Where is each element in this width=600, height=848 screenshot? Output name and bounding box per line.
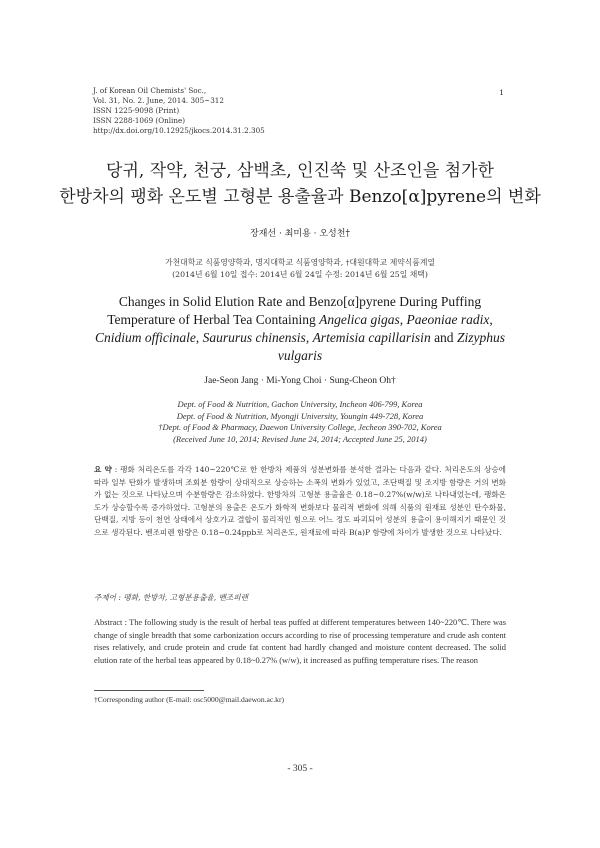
species-angelica: Angelica gigas xyxy=(319,312,400,327)
abstract-english-text: : The following study is the result of herbal teas puffed at different temperatures between 140~220℃. There was change of single breadth that some carbonization occurs according to rise of processing temperature and crude ash content rises relatively, and crude protein and crude fat content had hardly changed and moisture content decreased. The solid elution rate of the herbal teas appeared by 0.18~0.27% (w/w), it increased as puffing temperature rises. The reason xyxy=(94,618,506,665)
journal-doi-link[interactable]: http://dx.doi.org/10.12925/jkocs.2014.31.2.305 xyxy=(93,126,265,135)
authors-english: Jae-Seon Jang · Mi-Yong Choi · Sung-Cheon Oh† xyxy=(204,376,396,386)
species-saururus: Saururus chinensis xyxy=(202,330,306,345)
affiliation-myongji: Dept. of Food & Nutrition, Myongji University, Youngin 449-728, Korea xyxy=(176,410,424,421)
title-sep: , xyxy=(399,312,407,327)
abstract-english-label: Abstract xyxy=(94,618,123,627)
abstract-korean-text: : 팽화 처리온도를 각각 140~220℃로 한 한방차 제품의 성분변화를 분석한 결과는 다음과 같다. 처리온도의 상승에 따라 일부 탄화가 발생하며 조회분 함량이 상대적으로 상승하는 소폭의 변화가 있었고, 조단백질 및 조지방 함량은 거의 변화가 없는 것으로 나타났으며 수분함량은 감소하였다. 한방차의 고형분 용출율은 0.18~0.27%(w/w)로 나타내었는데, 팽화온도가 상승할수록 증가하였다. 고형분의 용출은 온도가 화학적 변화보다 물리적 변화에 의해 식품의 원재료 성분인 탄수화물, 단백질, 지방 등이 천연 상태에서 상호가교 결합이 물리적인 힘으로 어느 정도 파괴되어 성분의 용출이 용이해지기 때문인 것으로 생각된다. 벤조피렌 함량은 0.18~0.24ppb로 처리온도, 원재료에 따라 B(a)P 함량에 차이가 발생한 것으로 나타났다. xyxy=(94,465,506,537)
title-korean-line1: 당귀, 작약, 천궁, 삼백초, 인진쑥 및 산조인을 첨가한 xyxy=(106,161,494,181)
affiliation-daewon: †Dept. of Food & Pharmacy, Daewon University College, Jecheon 390-702, Korea xyxy=(158,422,442,432)
title-english-main: Changes in Solid Elution Rate and Benzo[α]pyrene During Puffing Temperature of Herbal Tea Containing xyxy=(107,294,482,327)
abstract-korean xyxy=(94,464,506,540)
received-dates: (Received June 10, 2014; Revised June 24, 2014; Accepted June 25, 2014) xyxy=(173,433,427,444)
journal-issn-online: ISSN 2288-1069 (Online) xyxy=(93,116,186,125)
corresponding-author-footnote: †Corresponding author (E-mail: osc5000@mail.daewon.ac.kr) xyxy=(94,695,285,704)
affiliation-korean-line1: 가천대학교 식품영양학과, 명지대학교 식품영양학과, †대원대학교 제약식품계열 xyxy=(165,258,435,267)
title-english xyxy=(90,293,510,365)
footnote-divider xyxy=(94,690,204,691)
title-korean xyxy=(0,158,600,210)
affiliation-korean-dates: (2014년 6월 10일 접수: 2014년 6월 24일 수정: 2014년 6월 25일 채택) xyxy=(172,270,428,279)
species-paeoniae: Paeoniae radix xyxy=(406,312,490,327)
page-number-bottom: - 305 - xyxy=(287,764,313,774)
journal-volume: Vol. 31, No. 2. June, 2014. 305~312 xyxy=(93,96,224,105)
page-number-top: 1 xyxy=(499,88,504,97)
journal-issn-print: ISSN 1225-9098 (Print) xyxy=(93,106,180,115)
title-korean-line2: 한방차의 팽화 온도별 고형분 용출율과 Benzo[α]pyrene의 변화 xyxy=(59,187,541,207)
species-cnidium: Cnidium officinale xyxy=(95,330,196,345)
affiliation-english xyxy=(0,399,600,445)
abstract-korean-label: 요 약 xyxy=(94,465,112,474)
keywords-korean: 주제어 : 팽화, 한방차, 고형분용출율, 벤조피렌 xyxy=(94,593,248,602)
title-sep: , xyxy=(489,312,493,327)
journal-info xyxy=(93,86,265,136)
title-sep: , xyxy=(195,330,203,345)
abstract-english xyxy=(94,617,506,667)
species-zizyphus: Zizyphus vulgaris xyxy=(277,330,505,363)
affiliation-korean xyxy=(0,257,600,281)
affiliation-gachon: Dept. of Food & Nutrition, Gachon University, Incheon 406-799, Korea xyxy=(177,399,423,409)
species-artemisia: Artemisia capillarisin xyxy=(312,330,431,345)
journal-name: J. of Korean Oil Chemists' Soc., xyxy=(93,86,207,95)
authors-korean: 장재선 · 최미용 · 오성천† xyxy=(250,229,350,239)
title-sep: and xyxy=(430,330,457,345)
title-sep: , xyxy=(305,330,313,345)
